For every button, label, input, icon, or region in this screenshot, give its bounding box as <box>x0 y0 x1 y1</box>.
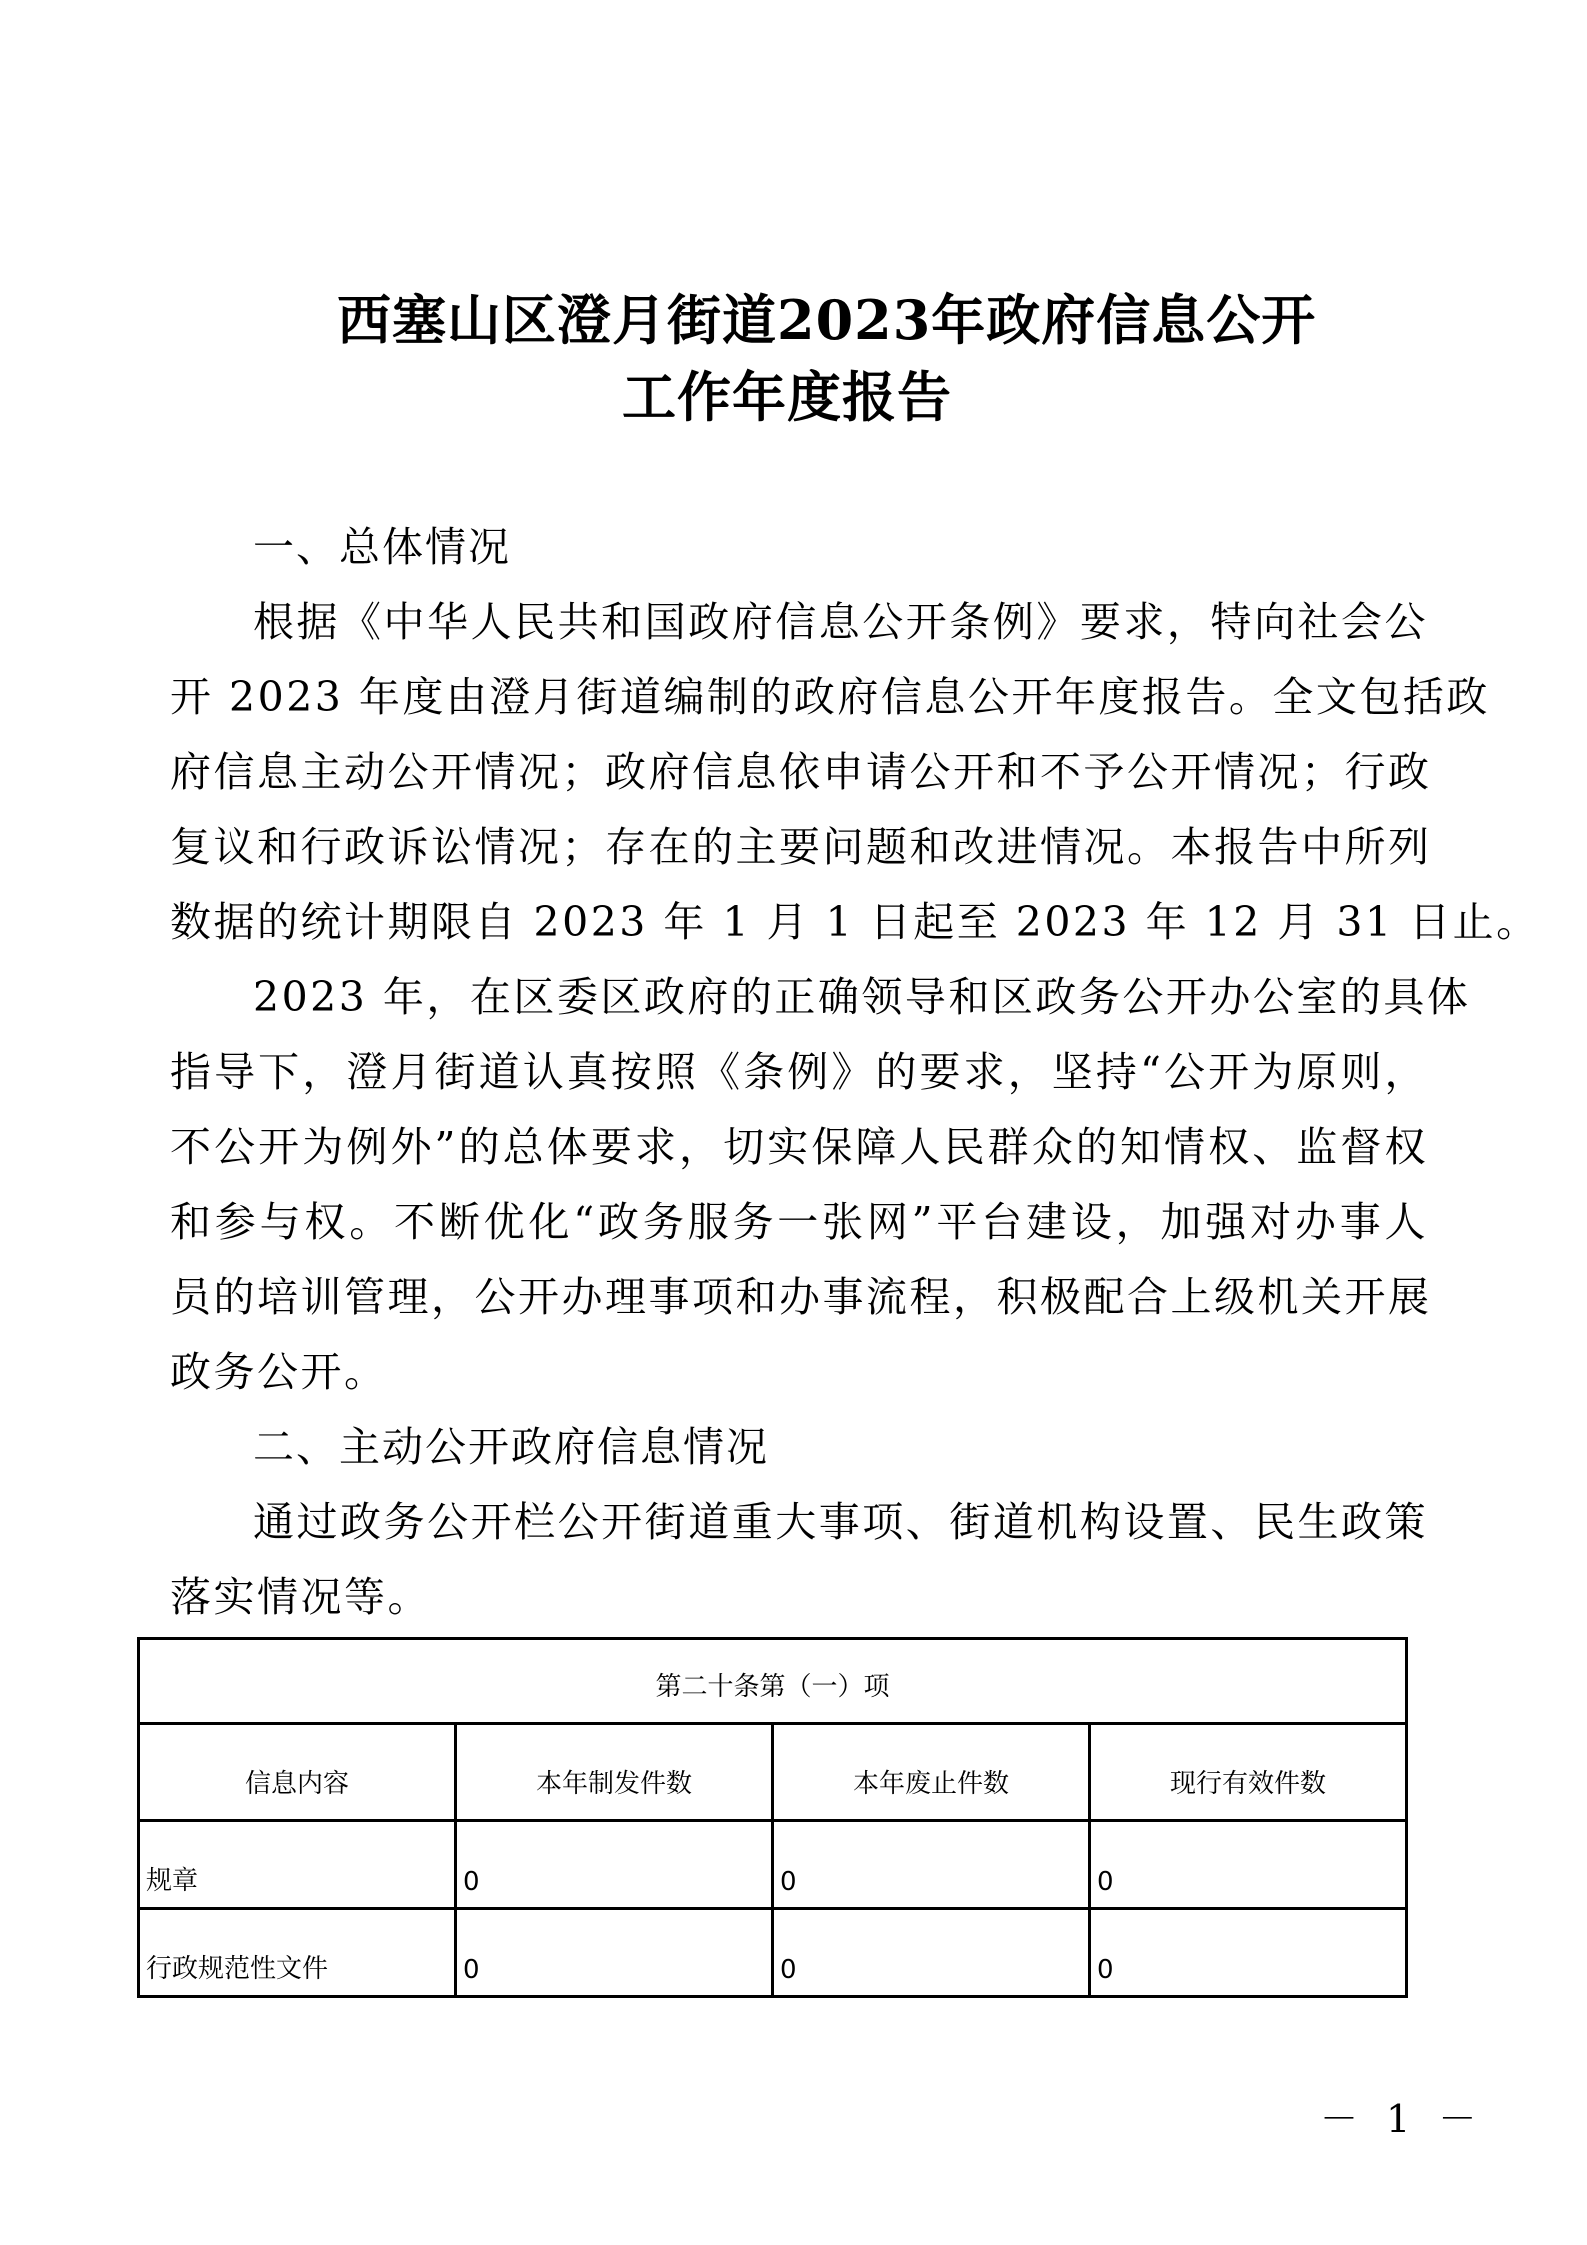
section-heading-overview: 一、总体情况 <box>253 523 511 571</box>
paragraph-proactive-disclosure <box>170 1485 1428 1635</box>
paragraph-line: 不公开为例外”的总体要求，切实保障人民群众的知情权、监督权 <box>170 1123 1428 1171</box>
table-header-row <box>139 1724 1407 1821</box>
table-cell-info-content: 行政规范性文件 <box>139 1909 456 1997</box>
table-cell-repealed: 0 <box>773 1821 1090 1909</box>
paragraph-line: 员的培训管理，公开办理事项和办事流程，积极配合上级机关开展 <box>170 1273 1432 1321</box>
paragraph-line: 根据《中华人民共和国政府信息公开条例》要求，特向社会公 <box>253 598 1428 646</box>
paragraph-line: 指导下，澄月街道认真按照《条例》的要求，坚持“公开为原则， <box>170 1048 1428 1096</box>
report-title-line-2: 工作年度报告 <box>622 365 952 429</box>
paragraph-line: 复议和行政诉讼情况；存在的主要问题和改进情况。本报告中所列 <box>170 823 1432 871</box>
column-header-issued-this-year: 本年制发件数 <box>456 1724 773 1821</box>
paragraph-line: 和参与权。不断优化“政务服务一张网”平台建设，加强对办事人 <box>170 1198 1428 1246</box>
paragraph-line: 数据的统计期限自 2023 年 1 月 1 日起至 2023 年 12 月 31 日止。 <box>170 898 1540 946</box>
paragraph-line: 府信息主动公开情况；政府信息依申请公开和不予公开情况；行政 <box>170 748 1432 796</box>
paragraph-line: 2023 年，在区委区政府的正确领导和区政务公开办公室的具体 <box>253 973 1471 1021</box>
paragraph-overview-work <box>170 960 1471 1410</box>
paragraph-overview-intro <box>170 585 1540 960</box>
table-caption-row <box>139 1639 1407 1724</box>
report-title-line-1: 西塞山区澄月街道2023年政府信息公开 <box>337 288 1317 352</box>
page-number: － 1 － <box>1320 2097 1485 2141</box>
table-cell-valid: 0 <box>1090 1821 1407 1909</box>
table-cell-valid: 0 <box>1090 1909 1407 1997</box>
paragraph-line: 政务公开。 <box>170 1348 388 1396</box>
table-cell-issued: 0 <box>456 1821 773 1909</box>
table-cell-info-content: 规章 <box>139 1821 456 1909</box>
section-heading-proactive-disclosure: 二、主动公开政府信息情况 <box>253 1423 769 1471</box>
column-header-info-content: 信息内容 <box>139 1724 456 1821</box>
paragraph-line: 落实情况等。 <box>170 1573 431 1621</box>
table-cell-issued: 0 <box>456 1909 773 1997</box>
paragraph-line: 通过政务公开栏公开街道重大事项、街道机构设置、民生政策 <box>253 1498 1428 1546</box>
paragraph-line: 开 2023 年度由澄月街道编制的政府信息公开年度报告。全文包括政 <box>170 673 1490 721</box>
column-header-repealed-this-year: 本年废止件数 <box>773 1724 1090 1821</box>
table-row <box>139 1909 1407 1997</box>
article-20-item-1-table <box>137 1637 1408 1998</box>
table-cell-repealed: 0 <box>773 1909 1090 1997</box>
table-row <box>139 1821 1407 1909</box>
table-caption: 第二十条第（一）项 <box>139 1639 1407 1724</box>
column-header-currently-valid: 现行有效件数 <box>1090 1724 1407 1821</box>
